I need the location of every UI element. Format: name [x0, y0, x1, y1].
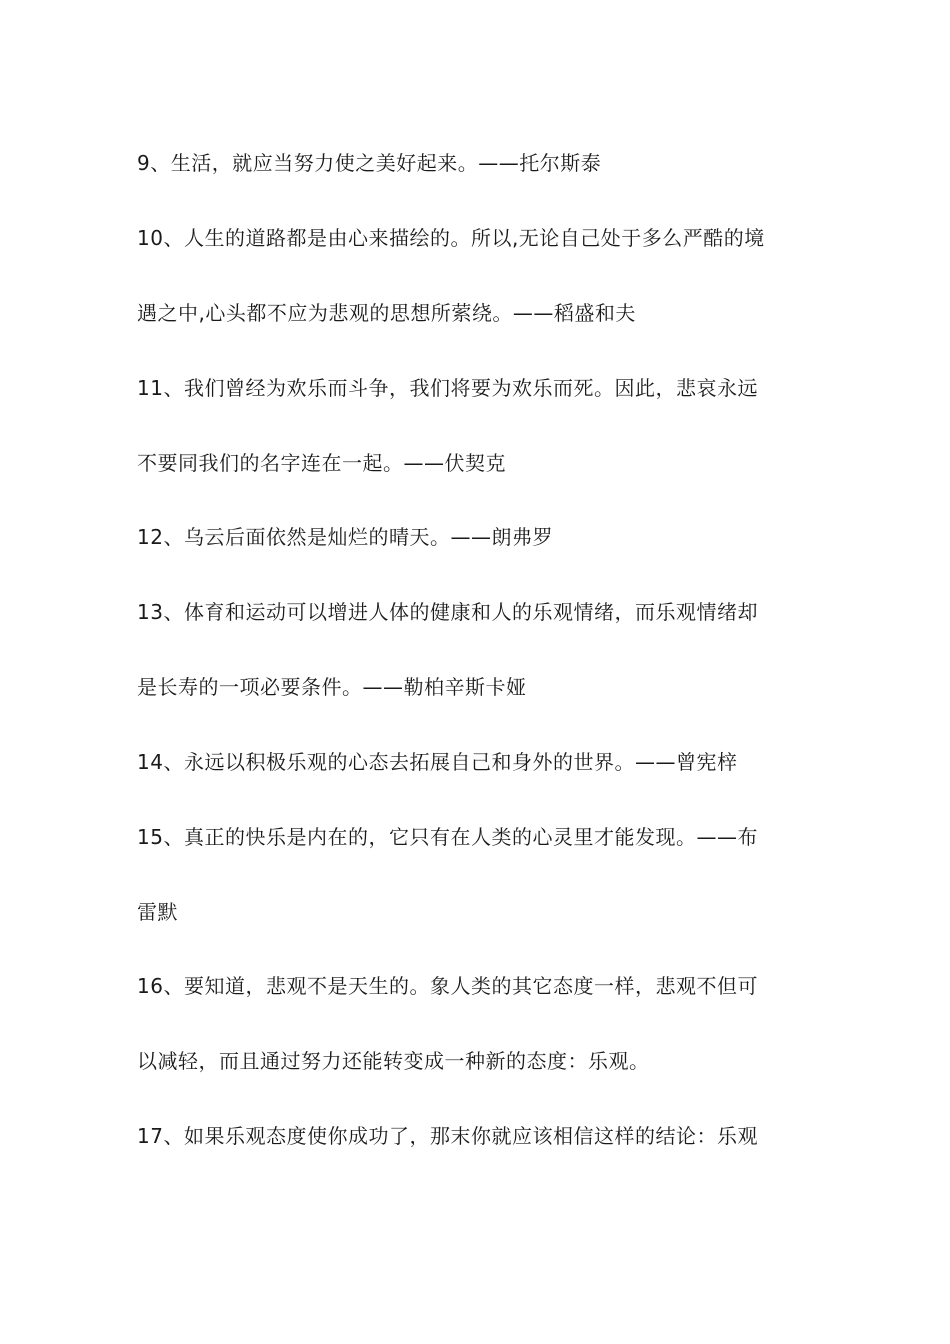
text-line: 17、如果乐观态度使你成功了，那末你就应该相信这样的结论：乐观 — [137, 1124, 758, 1148]
text-line: 遇之中,心头都不应为悲观的思想所萦绕。——稻盛和夫 — [137, 301, 636, 325]
text-line: 是长寿的一项必要条件。——勒柏辛斯卡娅 — [137, 675, 527, 699]
text-line: 10、人生的道路都是由心来描绘的。所以,无论自己处于多么严酷的境 — [137, 226, 765, 250]
text-line: 13、体育和运动可以增进人体的健康和人的乐观情绪，而乐观情绪却 — [137, 600, 758, 624]
text-line: 雷默 — [137, 900, 178, 924]
text-line: 14、永远以积极乐观的心态去拓展自己和身外的世界。——曾宪梓 — [137, 750, 738, 774]
text-line: 不要同我们的名字连在一起。——伏契克 — [137, 451, 506, 475]
text-line: 12、乌云后面依然是灿烂的晴天。——朗弗罗 — [137, 525, 553, 549]
text-line: 以减轻，而且通过努力还能转变成一种新的态度：乐观。 — [137, 1049, 650, 1073]
text-line: 16、要知道，悲观不是天生的。象人类的其它态度一样，悲观不但可 — [137, 974, 758, 998]
text-line: 15、真正的快乐是内在的，它只有在人类的心灵里才能发现。——布 — [137, 825, 758, 849]
text-line: 11、我们曾经为欢乐而斗争，我们将要为欢乐而死。因此，悲哀永远 — [137, 376, 758, 400]
text-line: 9、生活，就应当努力使之美好起来。——托尔斯泰 — [137, 151, 602, 175]
